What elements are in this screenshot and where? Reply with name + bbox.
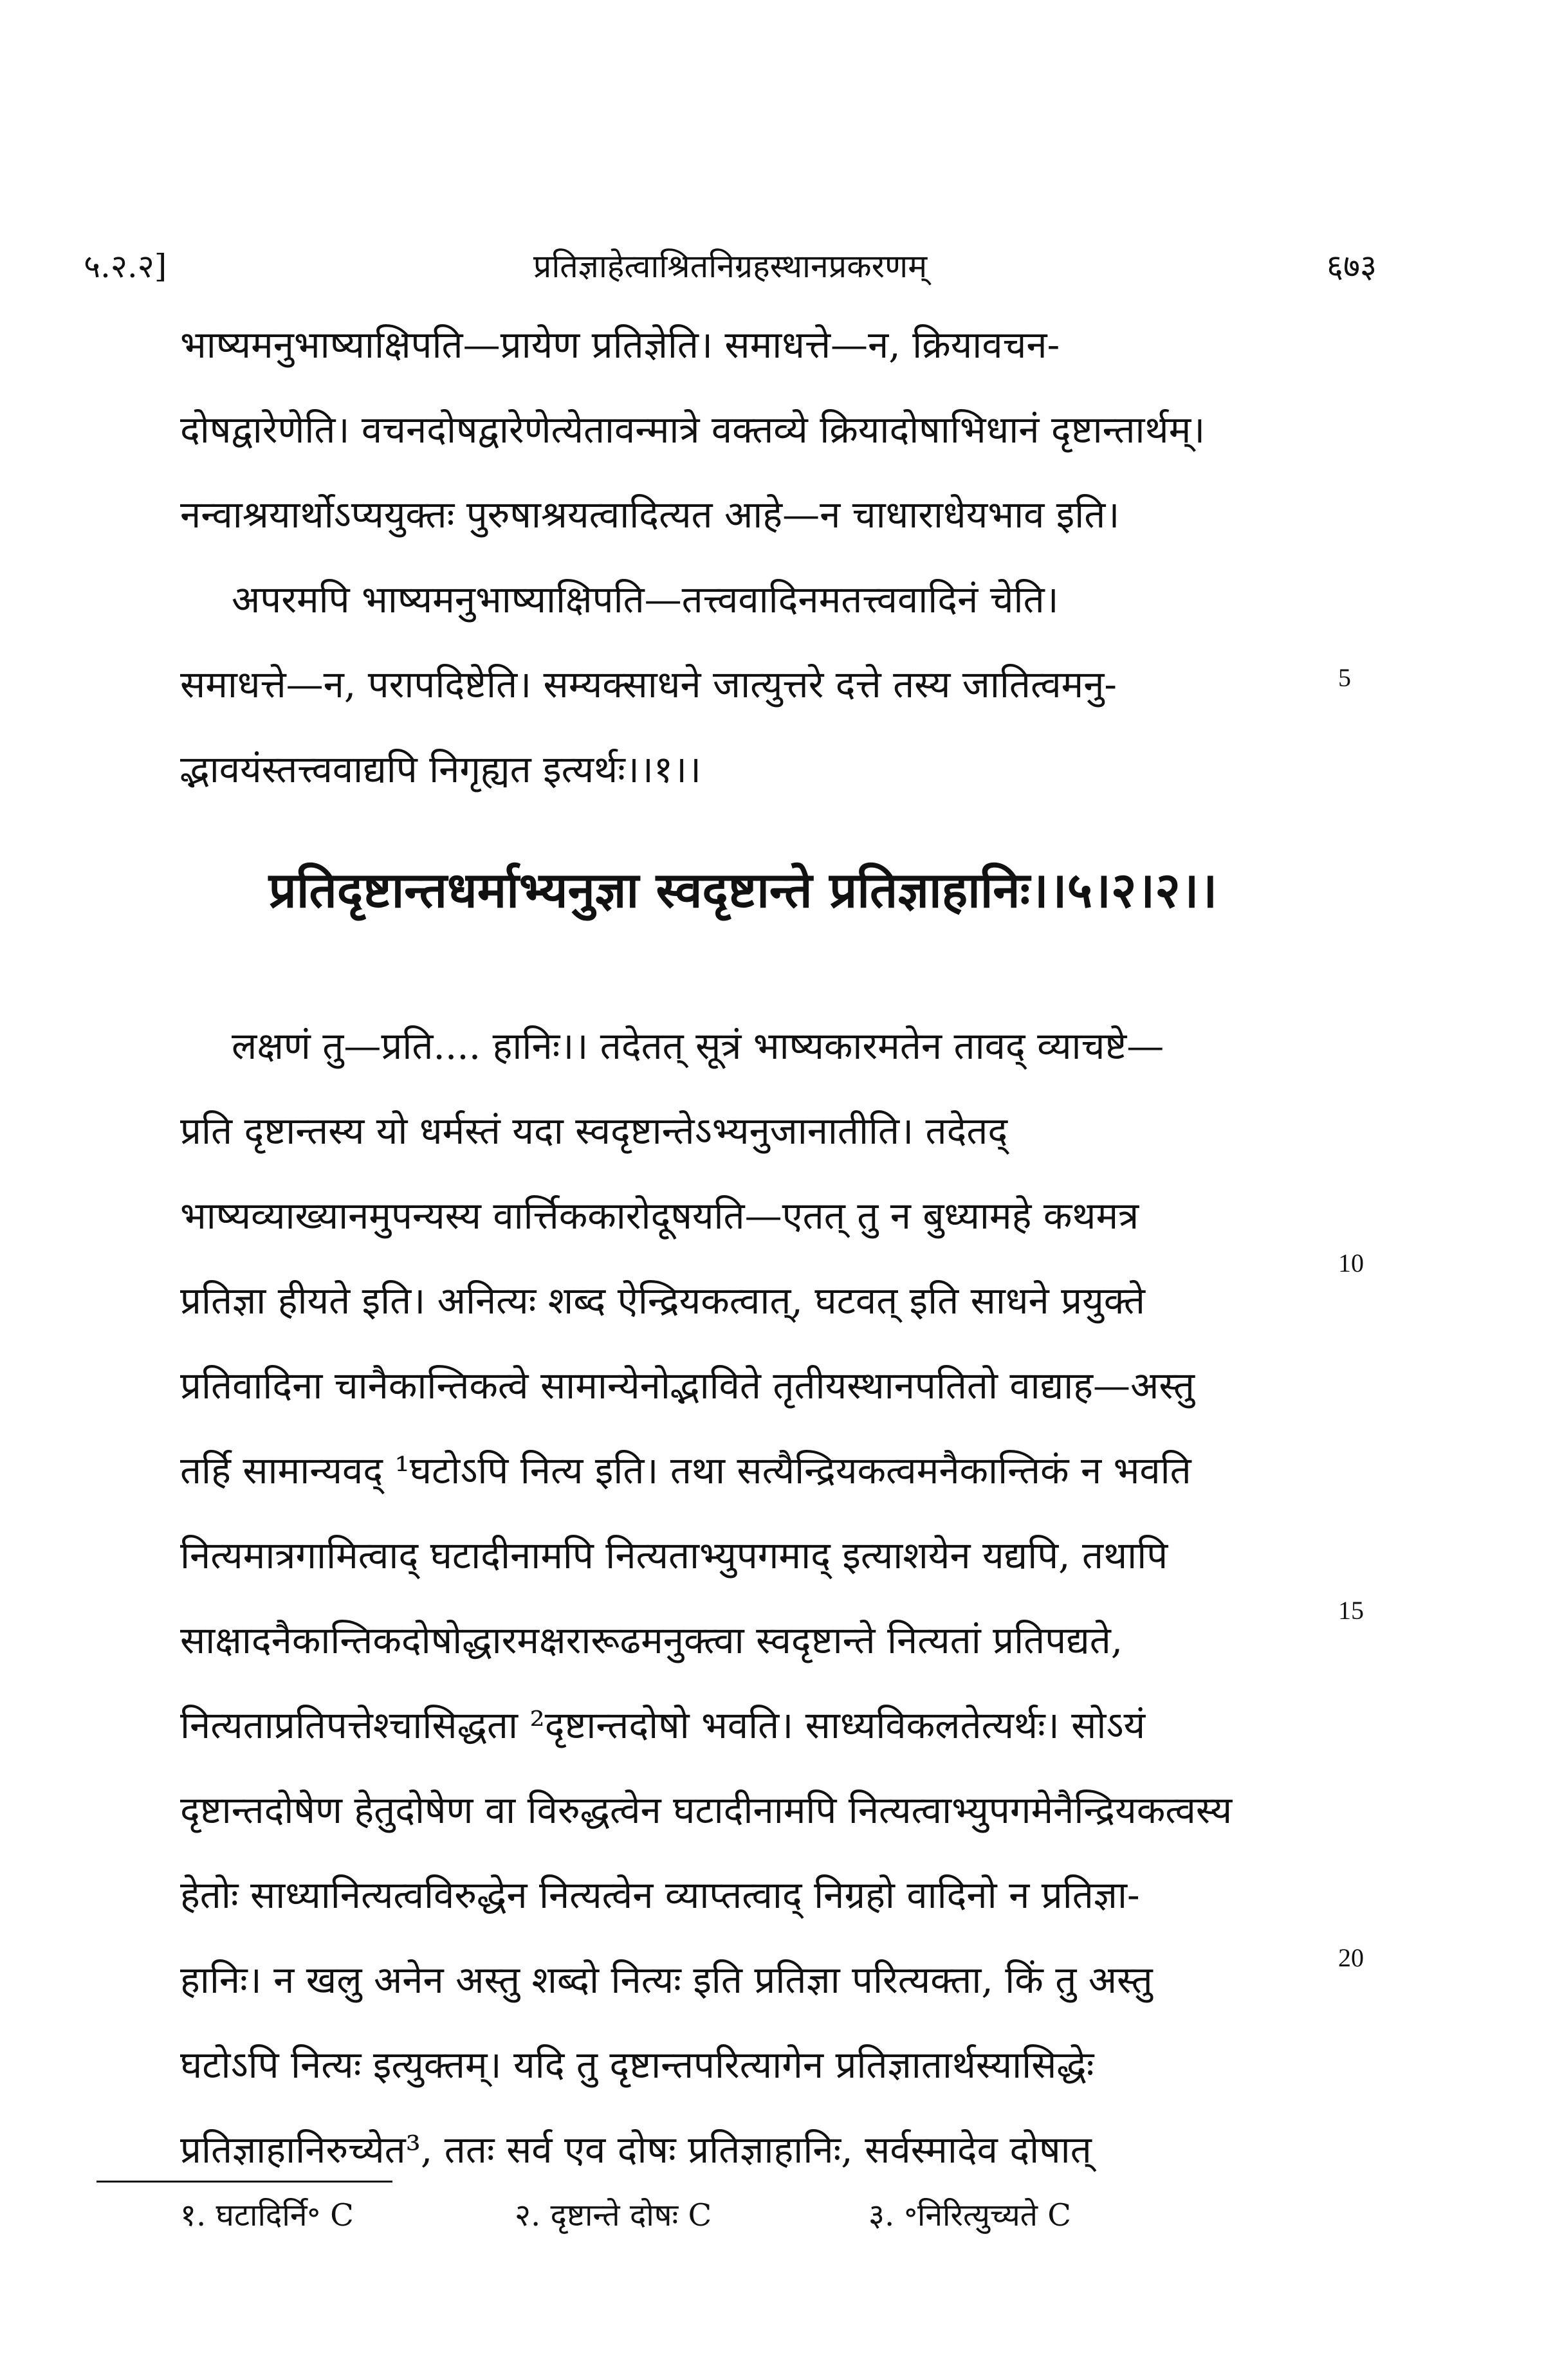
page-number: ६७३: [1327, 248, 1377, 285]
text-line: द्भावयंस्तत्त्ववाद्यपि निगृह्यत इत्यर्थः।।१।।: [180, 747, 701, 791]
text-line: नित्यमात्रगामित्वाद् घटादीनामपि नित्यताभ्युपगमाद् इत्याशयेन यद्यपि, तथापि: [180, 1533, 1168, 1577]
text-line: दृष्टान्तदोषेण हेतुदोषेण वा विरुद्धत्वेन घटादीनामपि नित्यत्वाभ्युपगमेनैन्द्रियकत्वस्य: [180, 1788, 1233, 1832]
line-number: 15: [1338, 1596, 1364, 1625]
text-line: घटोऽपि नित्यः इत्युक्तम्। यदि तु दृष्टान्तपरित्यागेन प्रतिज्ञातार्थस्यासिद्धेः: [180, 2043, 1094, 2087]
footnote: १. घटादिर्नि॰ C: [180, 2197, 354, 2233]
section-reference: ५.२.२]: [84, 248, 167, 285]
text-line: नित्यताप्रतिपत्तेश्चासिद्धता ²दृष्टान्तदोषो भवति। साध्यविकलतेत्यर्थः। सोऽयं: [180, 1703, 1146, 1747]
text-line: प्रतिज्ञाहानिरुच्येत³, ततः सर्व एव दोषः प्रतिज्ञाहानिः, सर्वस्मादेव दोषात्: [180, 2128, 1092, 2172]
text-line: भाष्यव्याख्यानमुपन्यस्य वार्त्तिककारोदूषयति—एतत् तु न बुध्यामहे कथमत्र: [180, 1194, 1139, 1238]
running-title: प्रतिज्ञाहेत्वाश्रितनिग्रहस्थानप्रकरणम्: [533, 248, 928, 285]
line-number: 5: [1338, 663, 1351, 692]
text-line: प्रति दृष्टान्तस्य यो धर्मस्तं यदा स्वदृष्टान्तेऽभ्यनुजानातीति। तदेतद्: [180, 1109, 1008, 1153]
text-line: दोषद्वारेणेति। वचनदोषद्वारेणेत्येतावन्मात्रे वक्तव्ये क्रियादोषाभिधानं दृष्टान्तार्थम्।: [180, 408, 1206, 452]
commentary-block-1: [180, 302, 1306, 812]
running-header: [84, 243, 1377, 301]
text-line: प्रतिवादिना चानैकान्तिकत्वे सामान्येनोद्भाविते तृतीयस्थानपतितो वाद्याह—अस्तु: [180, 1364, 1195, 1407]
text-line: प्रतिज्ञा हीयते इति। अनित्यः शब्द ऐन्द्रियकत्वात्, घटवत् इति साधने प्रयुक्ते: [180, 1279, 1145, 1323]
text-line: हानिः। न खलु अनेन अस्तु शब्दो नित्यः इति प्रतिज्ञा परित्यक्ता, किं तु अस्तु: [180, 1958, 1153, 2002]
text-line: अपरमपि भाष्यमनुभाष्याक्षिपति—तत्त्ववादिनमतत्त्ववादिनं चेति।: [232, 578, 1059, 621]
text-line: समाधत्ते—न, परापदिष्टेति। सम्यक्साधने जात्युत्तरे दत्ते तस्य जातित्वमनु-: [180, 663, 1117, 706]
text-line: तर्हि सामान्यवद् ¹घटोऽपि नित्य इति। तथा सत्यैन्द्रियकत्वमनैकान्तिकं न भवति: [180, 1449, 1191, 1492]
footnote-rule: [96, 2181, 392, 2183]
footnote: २. दृष्टान्ते दोषः C: [515, 2197, 712, 2233]
text-line: हेतोः साध्यानित्यत्वविरुद्धेन नित्यत्वेन व्याप्तत्वाद् निग्रहो वादिनो न प्रतिज्ञा-: [180, 1873, 1140, 1917]
commentary-block-2: [180, 1003, 1306, 2192]
line-number: 10: [1338, 1249, 1364, 1277]
text-line: लक्षणं तु—प्रति.... हानिः।। तदेतत् सूत्रं भाष्यकारमतेन तावद् व्याचष्टे—: [232, 1024, 1164, 1068]
footnote: ३. ॰निरित्युच्यते C: [868, 2197, 1072, 2233]
text-line: नन्वाश्रयार्थोऽप्ययुक्तः पुरुषाश्रयत्वादित्यत आहे—न चाधाराधेयभाव इति।: [180, 493, 1120, 536]
line-number: 20: [1338, 1943, 1364, 1972]
text-line: साक्षादनैकान्तिकदोषोद्धारमक्षरारूढमनुक्त्वा स्वदृष्टान्ते नित्यतां प्रतिपद्यते,: [180, 1618, 1123, 1662]
sutra-heading: प्रतिदृष्टान्तधर्माभ्यनुज्ञा स्वदृष्टान्ते प्रतिज्ञाहानिः।।५।२।२।।: [268, 861, 1218, 919]
text-line: भाष्यमनुभाष्याक्षिपति—प्रायेण प्रतिज्ञेति। समाधत्ते—न, क्रियावचन-: [180, 323, 1060, 367]
